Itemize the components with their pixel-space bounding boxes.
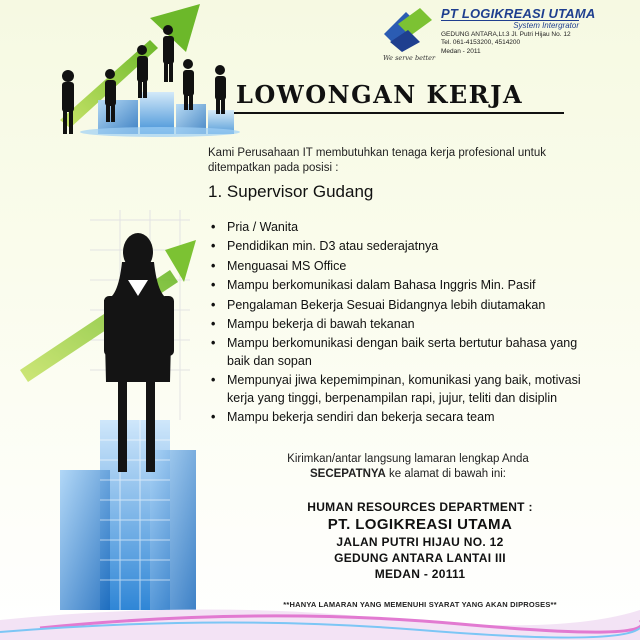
application-instructions — [208, 452, 608, 482]
requirement-text: Pria / Wanita — [227, 220, 299, 234]
company-logo-icon — [380, 6, 436, 52]
requirement-text: Pengalaman Bekerja Sesuai Bidangnya lebih diutamakan — [227, 297, 546, 312]
bullet-icon: • — [211, 220, 216, 234]
address-department: HUMAN RESOURCES DEPARTMENT : — [307, 500, 533, 514]
list-item — [208, 277, 600, 294]
list-item — [208, 409, 600, 426]
requirements-list — [208, 219, 600, 428]
bullet-icon: • — [211, 317, 216, 332]
requirement-text: Pendidikan min. D3 atau sederajatnya — [227, 239, 439, 254]
title-underline — [234, 112, 564, 114]
company-phone-line: Tel. 061-4153200, 4514200 — [441, 39, 521, 47]
list-item — [208, 316, 600, 333]
bullet-icon: • — [211, 239, 216, 254]
mailing-address — [208, 500, 632, 582]
list-item — [208, 219, 600, 236]
intro-text: Kami Perusahaan IT membutuhkan tenaga kerja profesional untuk ditempatkan pada posisi : — [208, 147, 546, 174]
list-item — [208, 238, 600, 255]
requirement-text: Mampu bekerja di bawah tekanan — [227, 317, 415, 332]
list-item — [208, 335, 600, 370]
company-tagline: System Intergrator — [441, 20, 579, 30]
application-line-2-rest: ke alamat di bawah ini: — [385, 468, 507, 480]
bullet-icon: • — [211, 297, 216, 312]
company-address-line: GEDUNG ANTARA,Lt.3 Jl. Putri Hijau No. 12 — [441, 31, 571, 38]
list-item — [208, 297, 600, 314]
page-title: LOWONGAN KERJA — [236, 80, 524, 109]
requirement-text: Mampu berkomunikasi dalam Bahasa Inggris Min. Pasif — [227, 278, 536, 293]
company-slogan: We serve better — [383, 54, 436, 62]
application-line-2 — [208, 467, 608, 482]
address-company: PT. LOGIKREASI UTAMA — [327, 516, 513, 533]
list-item — [208, 258, 600, 275]
company-city-line: Medan - 2011 — [441, 47, 481, 55]
urgency-emphasis: SECEPATNYA — [309, 468, 386, 480]
company-name: PT LOGIKREASI UTAMA — [441, 6, 596, 21]
city-buildings-bottom — [60, 420, 196, 610]
bullet-icon: • — [211, 410, 216, 425]
list-item — [208, 372, 600, 407]
requirement-text: Mampu berkomunikasi dengan baik serta bertutur bahasa yang baik dan sopan — [227, 336, 578, 368]
company-address — [441, 31, 571, 56]
bullet-icon: • — [211, 258, 216, 273]
address-street: JALAN PUTRI HIJAU NO. 12 — [336, 535, 504, 549]
address-city: MEDAN - 20111 — [374, 567, 466, 581]
position-title: 1. Supervisor Gudang — [208, 182, 374, 201]
application-line-1: Kirimkan/antar langsung lamaran lengkap Anda — [287, 453, 529, 465]
requirement-text: Mempunyai jiwa kepemimpinan, komunikasi yang baik, motivasi kerja yang tinggi, berpenampilan rapi, jujur, teliti dan disiplin — [227, 373, 581, 405]
address-building: GEDUNG ANTARA LANTAI III — [334, 551, 506, 565]
requirement-text: Mampu bekerja sendiri dan bekerja secara team — [227, 410, 495, 425]
bottom-swoosh — [0, 609, 640, 640]
footnote: **HANYA LAMARAN YANG MEMENUHI SYARAT YANG AKAN DIPROSES** — [283, 600, 557, 609]
bullet-icon: • — [211, 373, 216, 388]
bullet-icon: • — [211, 336, 216, 351]
bullet-icon: • — [211, 278, 216, 293]
requirement-text: Menguasai MS Office — [227, 258, 347, 273]
